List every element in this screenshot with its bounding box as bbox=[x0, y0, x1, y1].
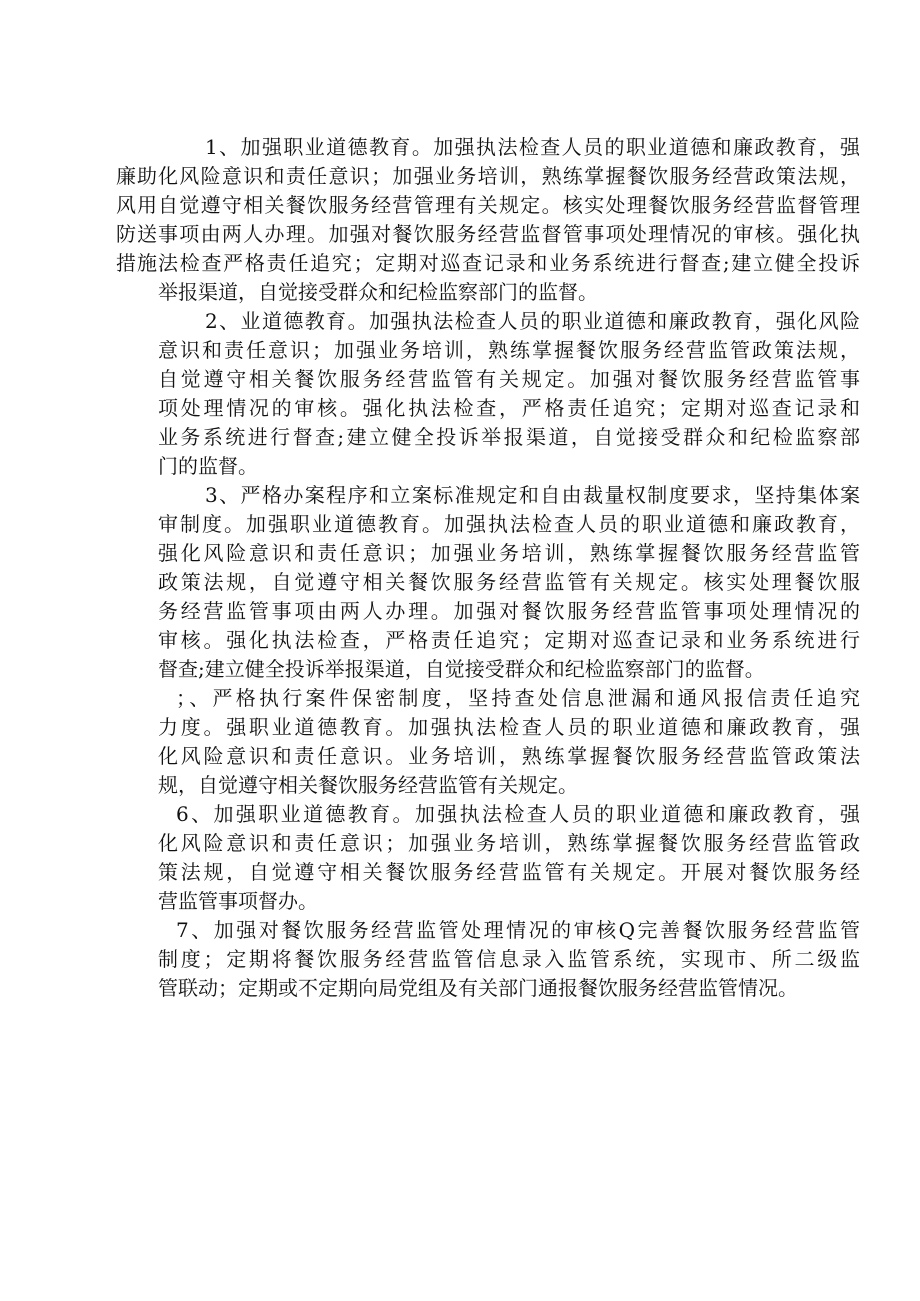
side-label-line: 廉助 bbox=[116, 164, 158, 188]
paragraph bbox=[158, 684, 860, 800]
text-line: 审核。强化执法检查，严格责任追究；定期对巡查记录和业务系统进行 bbox=[158, 628, 860, 652]
text-line: 自觉遵守相关餐饮服务经营管理有关规定。核实处理餐饮服务经营监督管理 bbox=[158, 193, 860, 217]
text-line: 化风险意识和责任意识；加强业务培训，熟练掌握餐饮服务经营政策法规， bbox=[158, 164, 860, 188]
text-line: 务经营监管事项由两人办理。加强对餐饮服务经营监管事项处理情况的 bbox=[158, 599, 860, 623]
text-line: 门的监督。 bbox=[158, 454, 258, 478]
text-line: 2、业道德教育。加强执法检查人员的职业道德和廉政教育，强化风险 bbox=[205, 309, 860, 333]
text-line: 自觉遵守相关餐饮服务经营监管有关规定。加强对餐饮服务经营监管事 bbox=[158, 367, 860, 391]
text-line: 意识和责任意识；加强业务培训，熟练掌握餐饮服务经营监管政策法规， bbox=[158, 338, 860, 362]
text-line: 7、加强对餐饮服务经营监管处理情况的审核Q完善餐饮服务经营监管 bbox=[176, 918, 860, 942]
text-line: 6、加强职业道德教育。加强执法检查人员的职业道德和廉政教育，强 bbox=[176, 802, 860, 826]
text-line: 强化风险意识和责任意识；加强业务培训，熟练掌握餐饮服务经营监管 bbox=[158, 541, 860, 565]
text-line: 举报渠道，自觉接受群众和纪检监察部门的监督。 bbox=[158, 280, 598, 304]
paragraph bbox=[158, 800, 860, 916]
text-line: 督查;建立健全投诉举报渠道，自觉接受群众和纪检监察部门的监督。 bbox=[158, 657, 765, 681]
text-line: 项处理情况的审核。强化执法检查，严格责任追究；定期对巡查记录和 bbox=[158, 396, 860, 420]
paragraph bbox=[158, 916, 860, 1003]
text-line: 化风险意识和责任意识。业务培训，熟练掌握餐饮服务经营监管政策法 bbox=[158, 744, 860, 768]
text-line: 化风险意识和责任意识；加强业务培训，熟练掌握餐饮服务经营监管政 bbox=[158, 831, 860, 855]
text-line: 3、严格办案程序和立案标准规定和自由裁量权制度要求，坚持集体案 bbox=[205, 483, 860, 507]
text-line: 制度；定期将餐饮服务经营监管信息录入监管系统，实现市、所二级监 bbox=[158, 947, 860, 971]
document-body bbox=[158, 133, 860, 1003]
text-line: 法检查严格责任追究；定期对巡查记录和业务系统进行督查;建立健全投诉 bbox=[158, 251, 860, 275]
text-line: 1、加强职业道德教育。加强执法检查人员的职业道德和廉政教育，强 bbox=[205, 135, 860, 159]
text-line: 营监管事项督办。 bbox=[158, 889, 318, 913]
side-label-line: 防送 bbox=[116, 222, 158, 246]
side-label bbox=[116, 162, 158, 278]
side-label-line: 措施 bbox=[116, 251, 158, 275]
paragraph bbox=[158, 481, 860, 684]
paragraph bbox=[158, 307, 860, 481]
text-line: 规，自觉遵守相关餐饮服务经营监管有关规定。 bbox=[158, 773, 578, 797]
paragraph bbox=[158, 133, 860, 307]
text-line: 业务系统进行督查;建立健全投诉举报渠道，自觉接受群众和纪检监察部 bbox=[158, 425, 860, 449]
text-line: 事项由两人办理。加强对餐饮服务经营监督管事项处理情况的审核。强化执 bbox=[158, 222, 860, 246]
text-line: 力度。强职业道德教育。加强执法检查人员的职业道德和廉政教育，强 bbox=[158, 715, 860, 739]
text-line: 政策法规，自觉遵守相关餐饮服务经营监管有关规定。核实处理餐饮服 bbox=[158, 570, 860, 594]
text-line: 管联动；定期或不定期向局党组及有关部门通报餐饮服务经营监管情况。 bbox=[158, 976, 798, 1000]
text-line: 策法规，自觉遵守相关餐饮服务经营监管有关规定。开展对餐饮服务经 bbox=[158, 860, 860, 884]
text-line: ；、严格执行案件保密制度，坚持查处信息泄漏和通风报信责任追究 bbox=[176, 686, 860, 710]
text-line: 审制度。加强职业道德教育。加强执法检查人员的职业道德和廉政教育， bbox=[158, 512, 860, 536]
side-label-line: 风用 bbox=[116, 193, 158, 217]
